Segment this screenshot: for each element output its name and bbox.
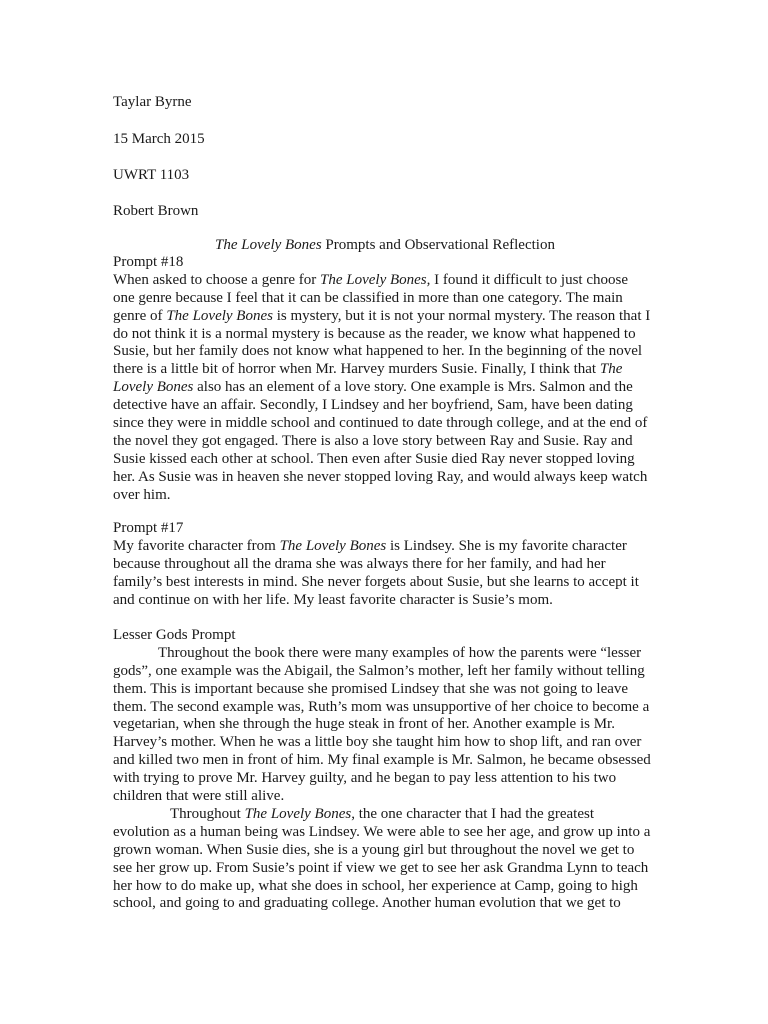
paragraph-line: genre of The Lovely Bones is mystery, but it is not your normal mystery. The reason that I [113,307,651,324]
paragraph-line: the novel they got engaged. There is also a love story between Ray and Susie. Ray and [113,432,633,449]
evolution-section [113,806,658,913]
prompt-17-body [113,538,658,610]
paragraph-line: and killed two men in front of him. My final example is Mr. Salmon, he became obsessed [113,752,651,769]
paragraph-line: gods”, one example was the Abigail, the Salmon’s mother, left her family without telling [113,662,645,679]
paragraph-line: family’s best interests in mind. She never forgets about Susie, but she learns to accept it [113,573,639,590]
paragraph-line: because throughout all the drama she was always there for her family, and had her [113,555,606,572]
paragraph-line: Susie kissed each other at school. Then even after Susie died Ray never stopped loving [113,450,635,467]
prompt-18-section [113,254,658,504]
paragraph-line: When asked to choose a genre for The Lovely Bones, I found it difficult to just choose [113,271,629,288]
paragraph-line: there is a little bit of horror when Mr. Harvey murders Susie. Finally, I think that The [113,361,623,378]
student-name: Taylar Byrne [113,94,192,110]
paragraph-line: over him. [113,486,171,503]
paragraph-line: detective have an affair. Secondly, I Lindsey and her boyfriend, Sam, have been dating [113,397,633,414]
prompt-17-heading: Prompt #17 [113,520,184,536]
paragraph-line: school, and going to and graduating college. Another human evolution that we get to [113,895,621,912]
lesser-gods-section [113,627,658,806]
paragraph-line: children that were still alive. [113,788,285,805]
paragraph-line: My favorite character from The Lovely Bones is Lindsey. She is my favorite character [113,537,627,554]
course-code: UWRT 1103 [113,167,190,183]
paragraph-line: her how to do make up, what she does in school, her experience at Camp, going to high [113,877,638,894]
paragraph-line: her. As Susie was in heaven she never stopped loving Ray, and would always keep watch [113,468,648,485]
prompt-18-heading: Prompt #18 [113,254,184,270]
paragraph-line: vegetarian, when she through the huge steak in front of her. Another example is Mr. [113,716,615,733]
prompt-18-body [113,272,658,505]
paragraph-line: Harvey’s mother. When he was a little boy she taught him how to shop lift, and ran over [113,734,642,751]
paragraph-line: them. The second example was, Ruth’s mom was unsupportive of her choice to become a [113,698,650,715]
paragraph-line: Lovely Bones also has an element of a love story. One example is Mrs. Salmon and the [113,379,633,396]
paragraph-line: Susie, but her family does not know what happened to her. In the beginning of the novel [113,343,643,360]
title-rest: Prompts and Observational Reflection [321,237,555,253]
paragraph-line: do not think it is a normal mystery is because as the reader, we know what happened to [113,325,636,342]
paragraph-line: them. This is important because she promised Lindsey that she was not going to leave [113,680,629,697]
lesser-gods-body [113,645,658,806]
paragraph-line: one genre because I feel that it can be classified in more than one category. The main [113,289,623,306]
paragraph-line: since they were in middle school and continued to date through college, and at the end of [113,415,648,432]
prompt-17-section [113,520,658,609]
essay-title [0,236,768,254]
paragraph-line: with trying to prove Mr. Harvey guilty, and he began to pay less attention to his two [113,770,617,787]
lesser-gods-heading: Lesser Gods Prompt [113,627,236,643]
paragraph-line: Throughout the book there were many examples of how the parents were “lesser [158,644,642,661]
paragraph-line: evolution as a human being was Lindsey. We were able to see her age, and grow up into a [113,823,651,840]
paragraph-line: see her grow up. From Susie’s point if view we get to see her ask Grandma Lynn to teach [113,859,649,876]
instructor-name: Robert Brown [113,203,199,219]
paragraph-line: and continue on with her life. My least favorite character is Susie’s mom. [113,591,553,608]
essay-date: 15 March 2015 [113,131,205,147]
title-book-name: The Lovely Bones [215,237,322,253]
paragraph-line: grown woman. When Susie dies, she is a young girl but throughout the novel we get to [113,841,635,858]
paragraph-line: Throughout The Lovely Bones, the one character that I had the greatest [170,806,595,822]
